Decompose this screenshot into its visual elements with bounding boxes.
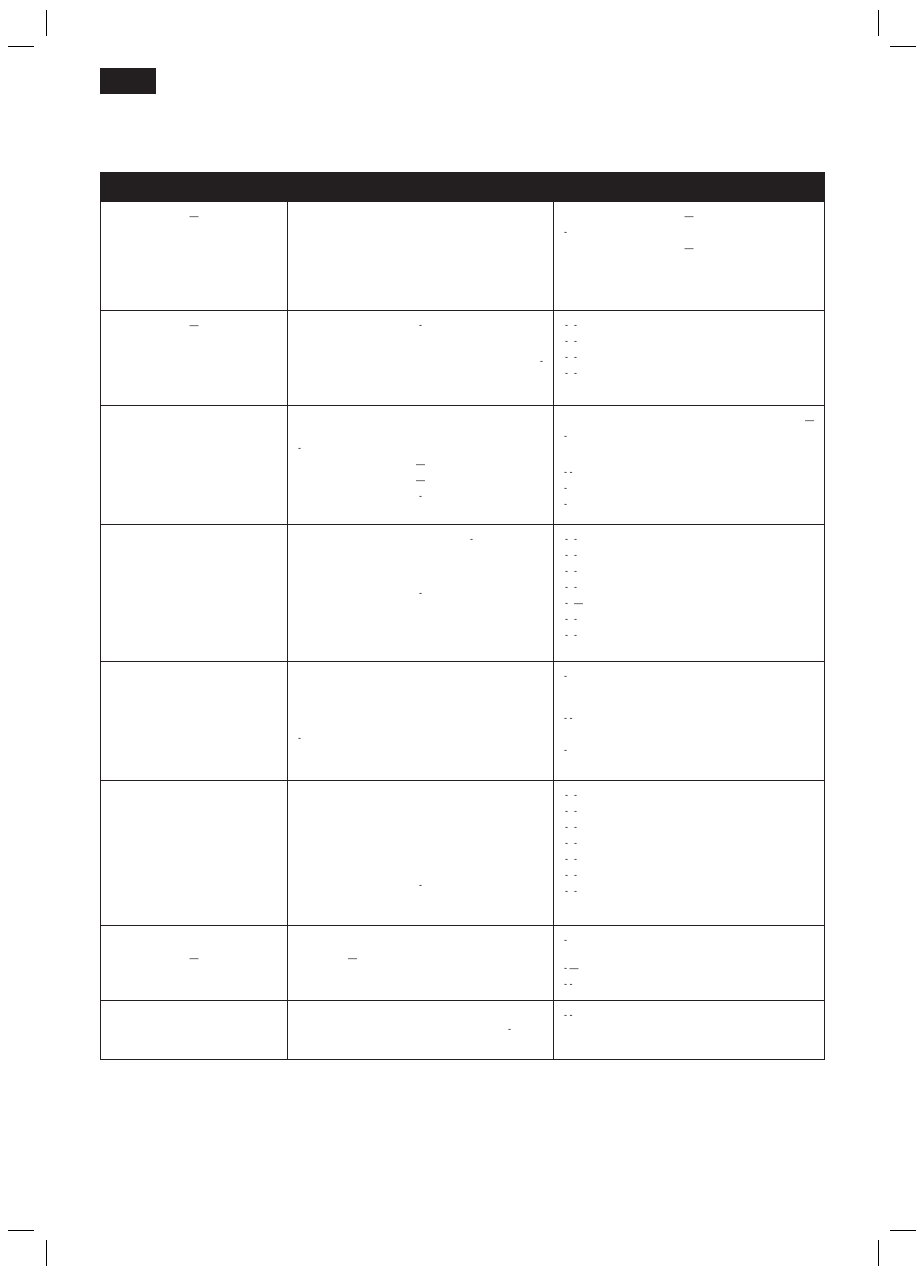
- table-cell-col3: [554, 525, 825, 662]
- table-cell-col2: -: [288, 662, 554, 781]
- table-cell-col3: [554, 781, 825, 926]
- list-item: - -: [574, 565, 814, 579]
- list-item: - -: [574, 805, 814, 819]
- table-header-col3: [554, 173, 825, 202]
- list-item: - -: [574, 367, 814, 381]
- table-cell-list: [564, 789, 814, 899]
- table-cell-col2: - -: [288, 311, 554, 406]
- table-row: [101, 1000, 825, 1059]
- table-cell-list: [564, 319, 814, 381]
- table-cell-col1: [101, 525, 288, 662]
- table-cell-col3: - - - -: [554, 662, 825, 781]
- table-cell-col2: —: [288, 926, 554, 1001]
- table-row: [101, 525, 825, 662]
- table-cell-col3: — - —: [554, 202, 825, 311]
- list-item: - -: [574, 629, 814, 643]
- content-table-wrapper: [100, 172, 824, 1060]
- table-cell-col1: [101, 662, 288, 781]
- page-number-chip: [100, 68, 156, 94]
- table-cell-col2: - — — -: [288, 406, 554, 525]
- crop-mark-bottom-left-horizontal: [8, 1230, 34, 1231]
- list-item: - -: [574, 319, 814, 333]
- table-cell-col2: [288, 202, 554, 311]
- crop-mark-bottom-right-horizontal: [890, 1230, 916, 1231]
- crop-mark-top-left-horizontal: [8, 46, 34, 47]
- table-row: [101, 781, 825, 926]
- table-row: [101, 406, 825, 525]
- list-item: - -: [574, 549, 814, 563]
- table-cell-col3: - - — - -: [554, 926, 825, 1001]
- crop-mark-top-right-vertical: [878, 10, 879, 36]
- crop-mark-top-right-horizontal: [890, 46, 916, 47]
- table-cell-col3: [554, 311, 825, 406]
- table-cell-col1: [101, 781, 288, 926]
- table-cell-col2: -: [288, 781, 554, 926]
- table-cell-col1: [101, 1000, 288, 1059]
- table-cell-col1: —: [101, 202, 288, 311]
- table-header-row: [101, 173, 825, 202]
- table-row: [101, 662, 825, 781]
- list-item: - -: [574, 837, 814, 851]
- table-header-col1: [101, 173, 288, 202]
- list-item: - -: [574, 853, 814, 867]
- table-header-col2: [288, 173, 554, 202]
- table-cell-col3: — - - - - -: [554, 406, 825, 525]
- table-cell-col1: [101, 406, 288, 525]
- table-row: [101, 202, 825, 311]
- table-cell-col1: —: [101, 311, 288, 406]
- content-table: [100, 172, 825, 1060]
- crop-mark-bottom-right-vertical: [878, 1240, 879, 1266]
- list-item: - -: [574, 869, 814, 883]
- table-row: [101, 311, 825, 406]
- table-cell-col2: -: [288, 1000, 554, 1059]
- table-cell-list: [564, 533, 814, 643]
- list-item: - -: [574, 533, 814, 547]
- table-cell-col3: - -: [554, 1000, 825, 1059]
- list-item: - -: [574, 885, 814, 899]
- crop-mark-bottom-left-vertical: [46, 1240, 47, 1266]
- list-item: - -: [574, 613, 814, 627]
- table-cell-col2: - -: [288, 525, 554, 662]
- table-cell-col1: —: [101, 926, 288, 1001]
- list-item: - -: [574, 335, 814, 349]
- list-item: - -: [574, 351, 814, 365]
- list-item: - -: [574, 581, 814, 595]
- list-item: - -: [574, 789, 814, 803]
- table-row: [101, 926, 825, 1001]
- crop-mark-top-left-vertical: [46, 10, 47, 36]
- list-item: - —: [574, 597, 814, 611]
- list-item: - -: [574, 821, 814, 835]
